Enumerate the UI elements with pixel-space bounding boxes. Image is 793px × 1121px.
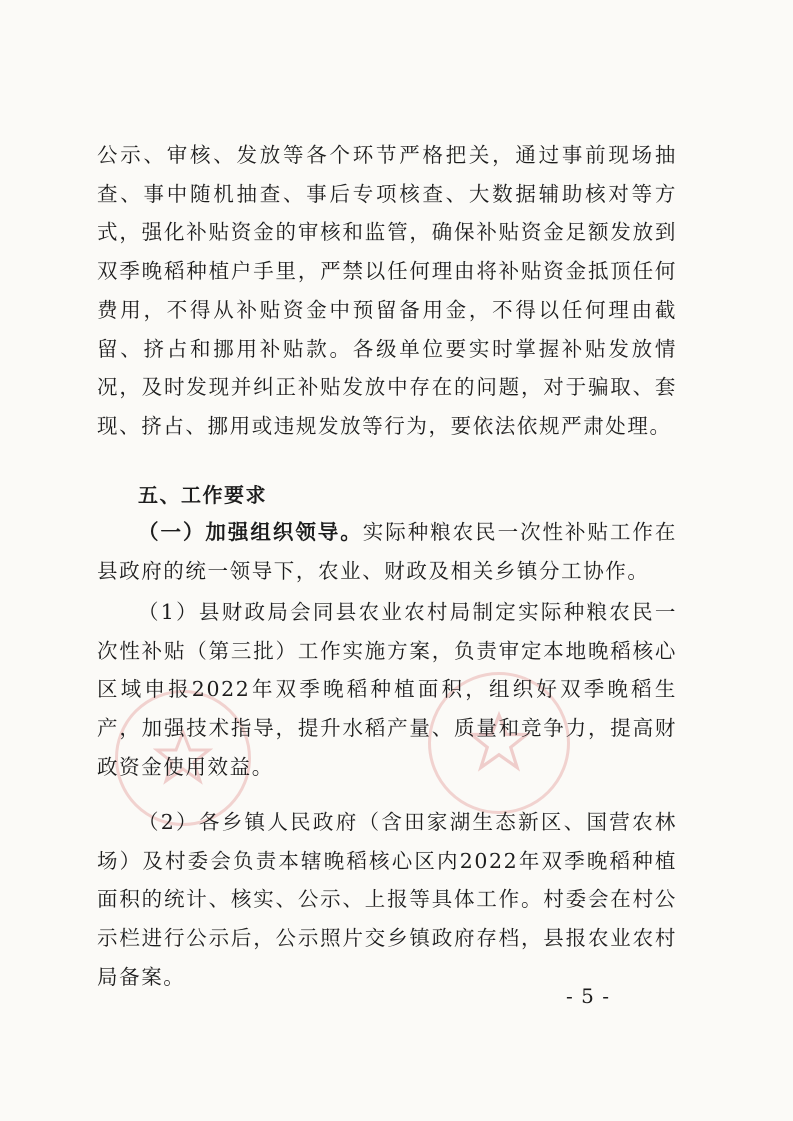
paragraph-item-2: （2）各乡镇人民政府（含田家湖生态新区、国营农林场）及村委会负责本辖晚稻核心区内2022年双季晚稻种植面积的统计、核实、公示、上报等具体工作。村委会在村公示栏进行公示后，公示照片交乡镇政府存档，县报农业农村局备案。	[97, 810, 677, 989]
section-heading-work-requirements: 五、工作要求	[138, 483, 267, 507]
paragraph-supervision: 公示、审核、发放等各个环节严格把关，通过事前现场抽查、事中随机抽查、事后专项核查、大数据辅助核对等方式，强化补贴资金的审核和监管，确保补贴资金足额发放到双季晚稻种植户手里，严禁以任何理由将补贴资金抵顶任何费用，不得从补贴资金中预留备用金，不得以任何理由截留、挤占和挪用补贴款。各级单位要实时掌握补贴发放情况，及时发现并纠正补贴发放中存在的问题，对于骗取、套现、挤占、挪用或违规发放等行为，要依法依规严肃处理。	[97, 143, 677, 438]
paragraph-body: 实际种粮农民一次性补贴工作在县政府的统一领导下，农业、财政及相关乡镇分工协作。	[97, 520, 678, 583]
page-number: - 5 -	[566, 984, 610, 1008]
subheading-strengthen-leadership: （一）加强组织领导。	[138, 520, 363, 544]
paragraph-organization-leadership	[97, 513, 677, 590]
paragraph-item-1: （1）县财政局会同县农业农村局制定实际种粮农民一次性补贴（第三批）工作实施方案，负责审定本地晚稻核心区域申报2022年双季晚稻种植面积，组织好双季晚稻生产，加强技术指导，提升水稻产量、质量和竞争力，提高财政资金使用效益。	[97, 600, 677, 779]
